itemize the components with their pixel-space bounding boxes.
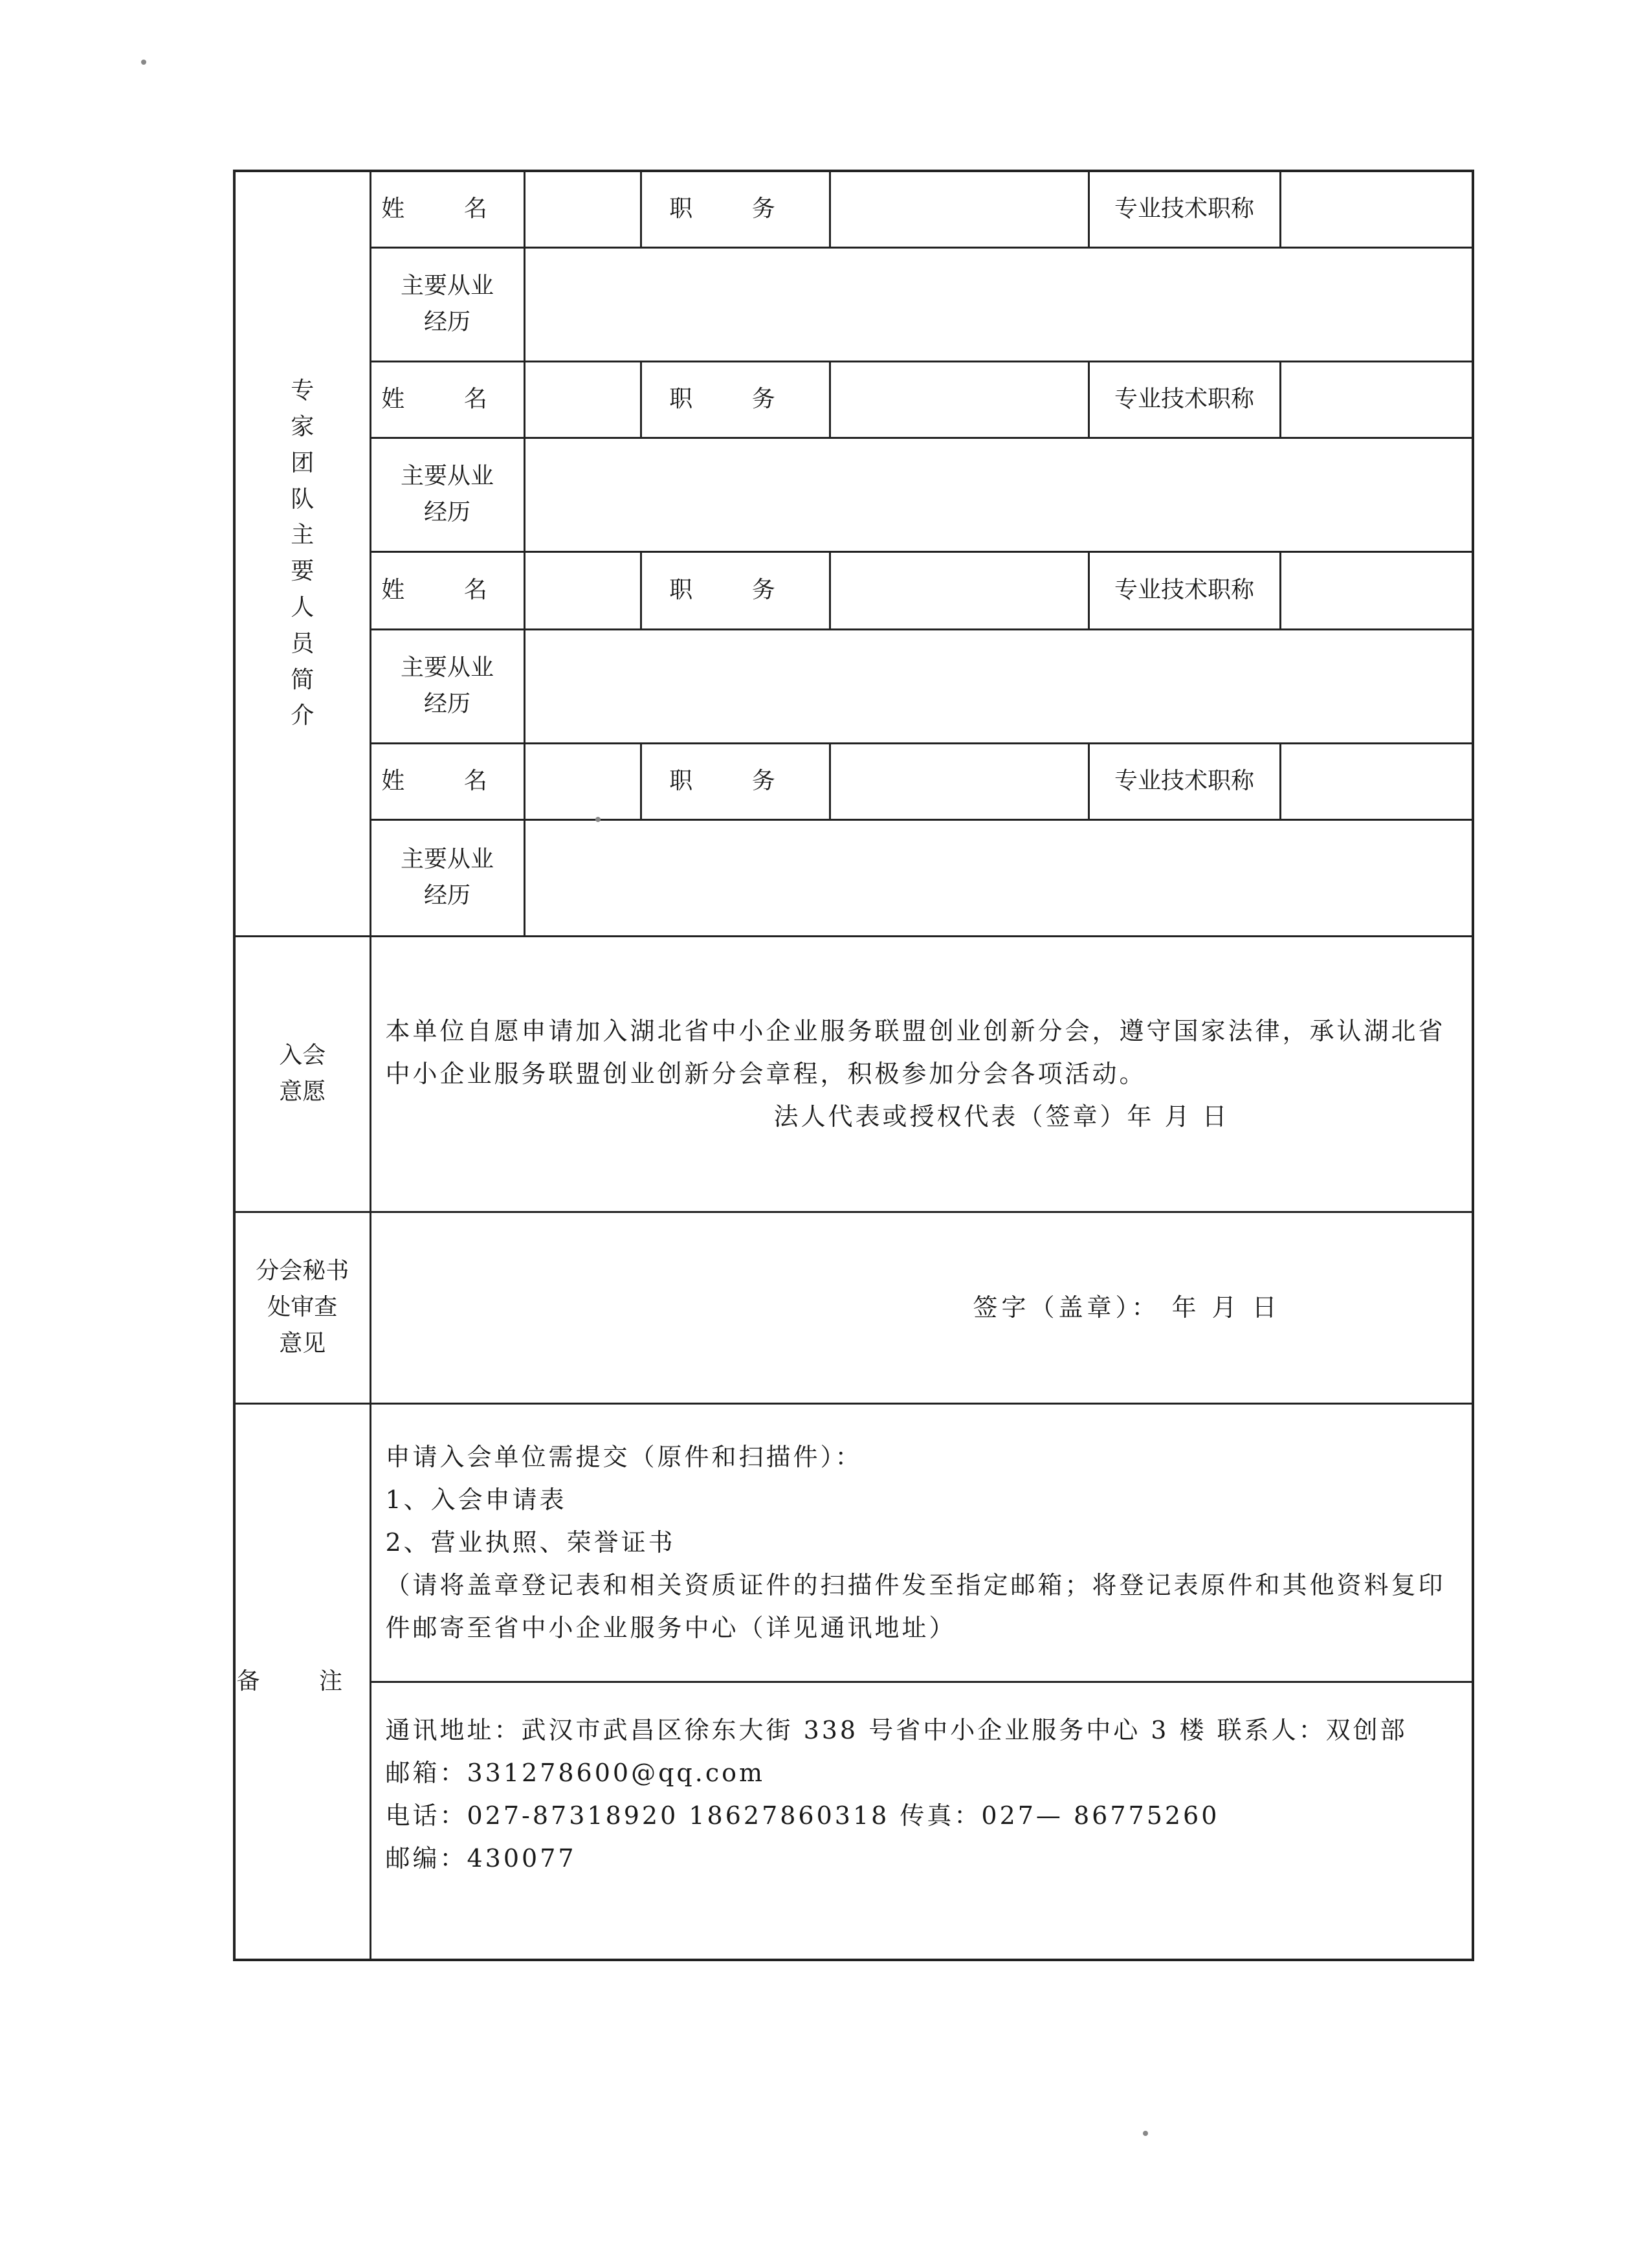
contact-cell	[370, 1682, 1473, 1960]
review-label	[234, 1212, 370, 1403]
notes-contact-row	[234, 1682, 1473, 1960]
submission-instruction: （请将盖章登记表和相关资质证件的扫描件发至指定邮箱；将登记表原件和其他资料复印件邮寄至省中小企业服务中心（详见通讯地址）	[385, 1571, 1446, 1642]
team-label-char: 团	[291, 449, 315, 476]
title-field[interactable]	[1280, 551, 1473, 629]
experience-label-line: 经历	[423, 691, 470, 717]
experience-field[interactable]	[524, 819, 1473, 936]
position-field[interactable]	[830, 551, 1089, 629]
team-label-char: 简	[291, 666, 315, 693]
experience-label-line: 经历	[423, 499, 470, 526]
contact-phone: 电话：027-87318920 18627860318 传真：027— 86775260	[385, 1801, 1220, 1830]
name-field[interactable]	[524, 171, 641, 247]
name-label: 姓 名	[370, 361, 524, 438]
join-signature-line: 法人代表或授权代表（签章）年 月 日	[773, 1102, 1230, 1131]
member-3-info-row	[234, 551, 1473, 629]
member-1-info-row	[234, 171, 1473, 247]
member-2-info-row	[234, 361, 1473, 438]
title-label: 专业技术职称	[1089, 743, 1280, 819]
team-label-char: 家	[291, 414, 315, 441]
experience-label	[370, 438, 524, 551]
title-label: 专业技术职称	[1089, 551, 1280, 629]
experience-label-line: 主要从业	[400, 654, 494, 682]
team-section-label	[234, 171, 370, 936]
review-label-line: 意见	[279, 1329, 326, 1357]
name-label: 姓 名	[370, 743, 524, 819]
notes-label: 备 注	[234, 1403, 370, 1960]
member-2-experience-row	[234, 438, 1473, 551]
experience-label	[370, 819, 524, 936]
position-field[interactable]	[830, 171, 1089, 247]
join-label-line: 入会	[279, 1042, 326, 1069]
review-row	[234, 1212, 1473, 1403]
title-field[interactable]	[1280, 171, 1473, 247]
scan-speck	[1143, 2131, 1148, 2136]
application-form-table	[233, 170, 1474, 1961]
contact-email: 邮箱：331278600@qq.com	[385, 1758, 766, 1787]
name-label: 姓 名	[370, 551, 524, 629]
title-field[interactable]	[1280, 361, 1473, 438]
contact-postcode: 邮编：430077	[385, 1843, 577, 1873]
experience-label-line: 经历	[423, 309, 470, 335]
join-statement: 本单位自愿申请加入湖北省中小企业服务联盟创业创新分会，遵守国家法律，承认湖北省中小企业服务联盟创业创新分会章程，积极参加分会各项活动。	[385, 1017, 1446, 1088]
contact-address: 通讯地址：武汉市武昌区徐东大街 338 号省中小企业服务中心 3 楼 联系人：双创部	[385, 1715, 1408, 1744]
join-intention-row	[234, 936, 1473, 1212]
scan-speck	[141, 60, 146, 65]
review-signature-line: 签字（盖章）： 年 月 日	[973, 1293, 1281, 1322]
join-label	[234, 936, 370, 1212]
review-label-line: 处审查	[267, 1294, 338, 1321]
team-label-char: 专	[291, 377, 315, 405]
name-field[interactable]	[524, 743, 641, 819]
join-statement-cell	[370, 936, 1473, 1212]
member-1-experience-row	[234, 247, 1473, 361]
title-field[interactable]	[1280, 743, 1473, 819]
name-field[interactable]	[524, 551, 641, 629]
position-label: 职 务	[641, 171, 830, 247]
title-label: 专业技术职称	[1089, 171, 1280, 247]
member-3-experience-row	[234, 629, 1473, 743]
experience-field[interactable]	[524, 629, 1473, 743]
team-label-char: 队	[291, 485, 315, 513]
submission-cell	[370, 1403, 1473, 1682]
position-field[interactable]	[830, 361, 1089, 438]
join-label-line: 意愿	[279, 1078, 326, 1105]
member-4-info-row	[234, 743, 1473, 819]
team-label-char: 员	[291, 630, 315, 657]
experience-label-line: 主要从业	[400, 846, 494, 873]
submission-item-1: 1、入会申请表	[385, 1485, 567, 1514]
scan-speck	[595, 817, 601, 822]
experience-label-line: 主要从业	[400, 272, 494, 300]
position-field[interactable]	[830, 743, 1089, 819]
team-label-char: 介	[291, 702, 315, 729]
submission-title: 申请入会单位需提交（原件和扫描件）：	[385, 1443, 863, 1471]
experience-label	[370, 247, 524, 361]
experience-label	[370, 629, 524, 743]
experience-field[interactable]	[524, 438, 1473, 551]
team-label-char: 人	[291, 594, 315, 621]
team-label-char: 要	[291, 558, 315, 585]
team-label-char: 主	[291, 522, 315, 549]
submission-item-2: 2、营业执照、荣誉证书	[385, 1528, 676, 1557]
experience-field[interactable]	[524, 247, 1473, 361]
position-label: 职 务	[641, 361, 830, 438]
experience-label-line: 经历	[423, 882, 470, 909]
review-label-line: 分会秘书	[256, 1258, 349, 1285]
name-label: 姓 名	[370, 171, 524, 247]
member-4-experience-row	[234, 819, 1473, 936]
name-field[interactable]	[524, 361, 641, 438]
title-label: 专业技术职称	[1089, 361, 1280, 438]
review-cell[interactable]	[370, 1212, 1473, 1403]
position-label: 职 务	[641, 551, 830, 629]
position-label: 职 务	[641, 743, 830, 819]
experience-label-line: 主要从业	[400, 463, 494, 490]
notes-submission-row	[234, 1403, 1473, 1682]
